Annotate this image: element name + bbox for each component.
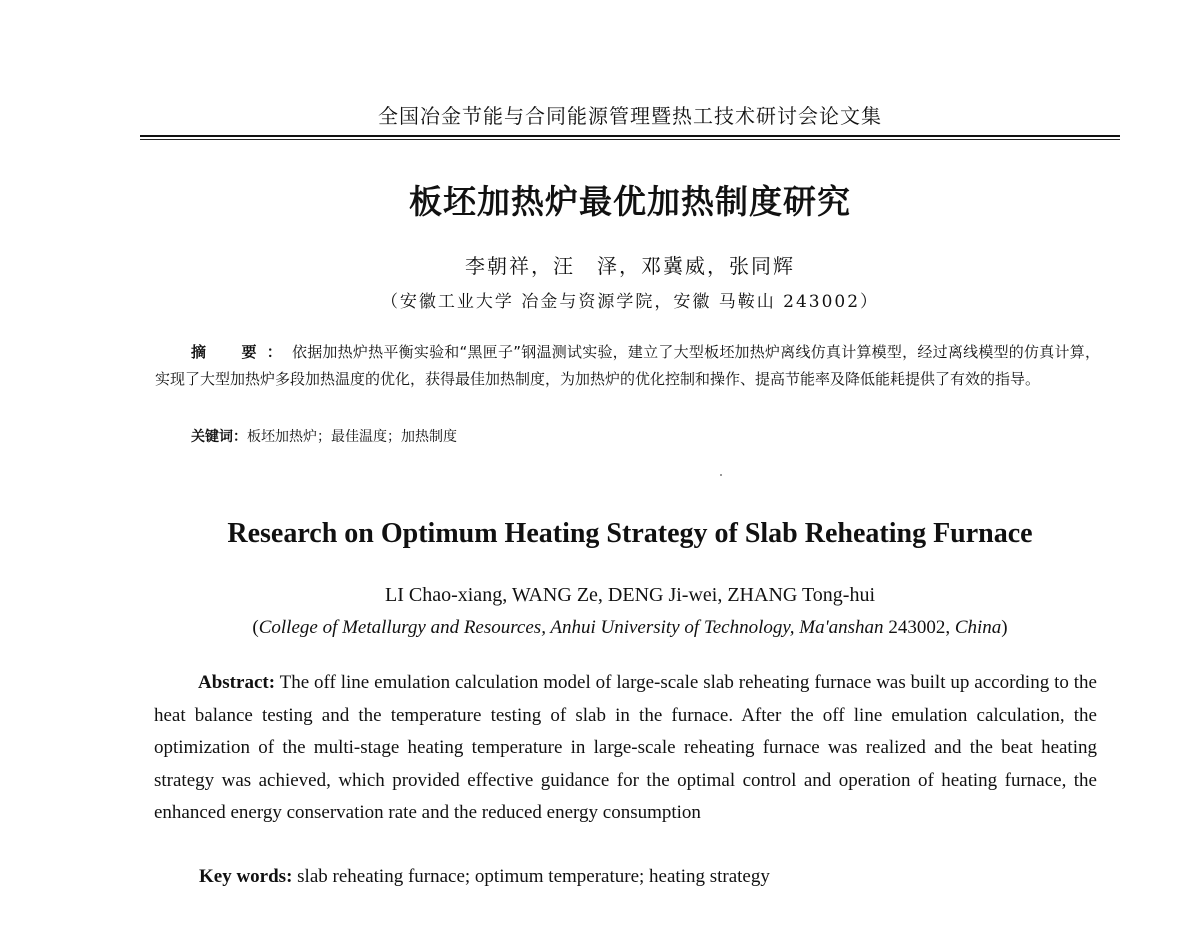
chinese-abstract xyxy=(155,339,1100,393)
header-rule xyxy=(140,135,1120,137)
chinese-authors: 李朝祥，汪 泽，邓冀威，张同辉 xyxy=(465,254,795,278)
english-affiliation-institution: College of Metallurgy and Resources, Anhui University of Technology, Ma'anshan xyxy=(258,617,884,638)
english-keywords xyxy=(199,864,1089,890)
chinese-abstract-text: 依据加热炉热平衡实验和“黑匣子”钢温测试实验，建立了大型板坯加热炉离线仿真计算模型，经过离线模型的仿真计算，实现了大型加热炉多段加热温度的优化，获得最佳加热制度，为加热炉的优化控制和操作、提高节能率及降低能耗提供了有效的指导。 xyxy=(155,343,1100,388)
english-affiliation-code: 243002, xyxy=(883,617,955,638)
english-affiliation-open: ( xyxy=(252,617,259,638)
english-abstract-text: The off line emulation calculation model of large-scale slab reheating furnace was built up according to the heat balance testing and the temperature testing of slab in the furnace. After the off line emulation calculation, the optimization of the multi-stage heating temperature in large-scale reheating furnace was realized and the beat heating strategy was achieved, which provided effective guidance for the optimal control and operation of heating furnace, the enhanced energy conservation rate and the reduced energy consumption xyxy=(154,672,1097,824)
english-keywords-label: Key words: xyxy=(199,866,293,887)
header-rule-thin xyxy=(140,139,1120,140)
english-affiliation-close: ) xyxy=(1001,617,1008,638)
english-abstract xyxy=(154,667,1097,830)
chinese-keywords-label: 关键词： xyxy=(191,429,247,445)
english-keywords-text: slab reheating furnace; optimum temperature; heating strategy xyxy=(292,866,770,887)
english-authors: LI Chao-xiang, WANG Ze, DENG Ji-wei, ZHANG Tong-hui xyxy=(385,584,875,606)
chinese-keywords-text: 板坯加热炉；最佳温度；加热制度 xyxy=(247,429,457,445)
chinese-affiliation: （安徽工业大学 冶金与资源学院，安徽 马鞍山 243002） xyxy=(380,292,880,312)
chinese-keywords xyxy=(191,427,1091,447)
scan-speck xyxy=(720,474,722,476)
proceedings-header: 全国冶金节能与合同能源管理暨热工技术研讨会论文集 xyxy=(378,104,882,128)
english-title: Research on Optimum Heating Strategy of Slab Reheating Furnace xyxy=(227,518,1033,549)
chinese-abstract-label: 摘 要： xyxy=(191,343,292,361)
english-affiliation-country: China xyxy=(954,617,1002,638)
english-abstract-label: Abstract: xyxy=(198,672,276,693)
chinese-title: 板坯加热炉最优加热制度研究 xyxy=(409,182,851,221)
english-affiliation xyxy=(140,617,1120,639)
